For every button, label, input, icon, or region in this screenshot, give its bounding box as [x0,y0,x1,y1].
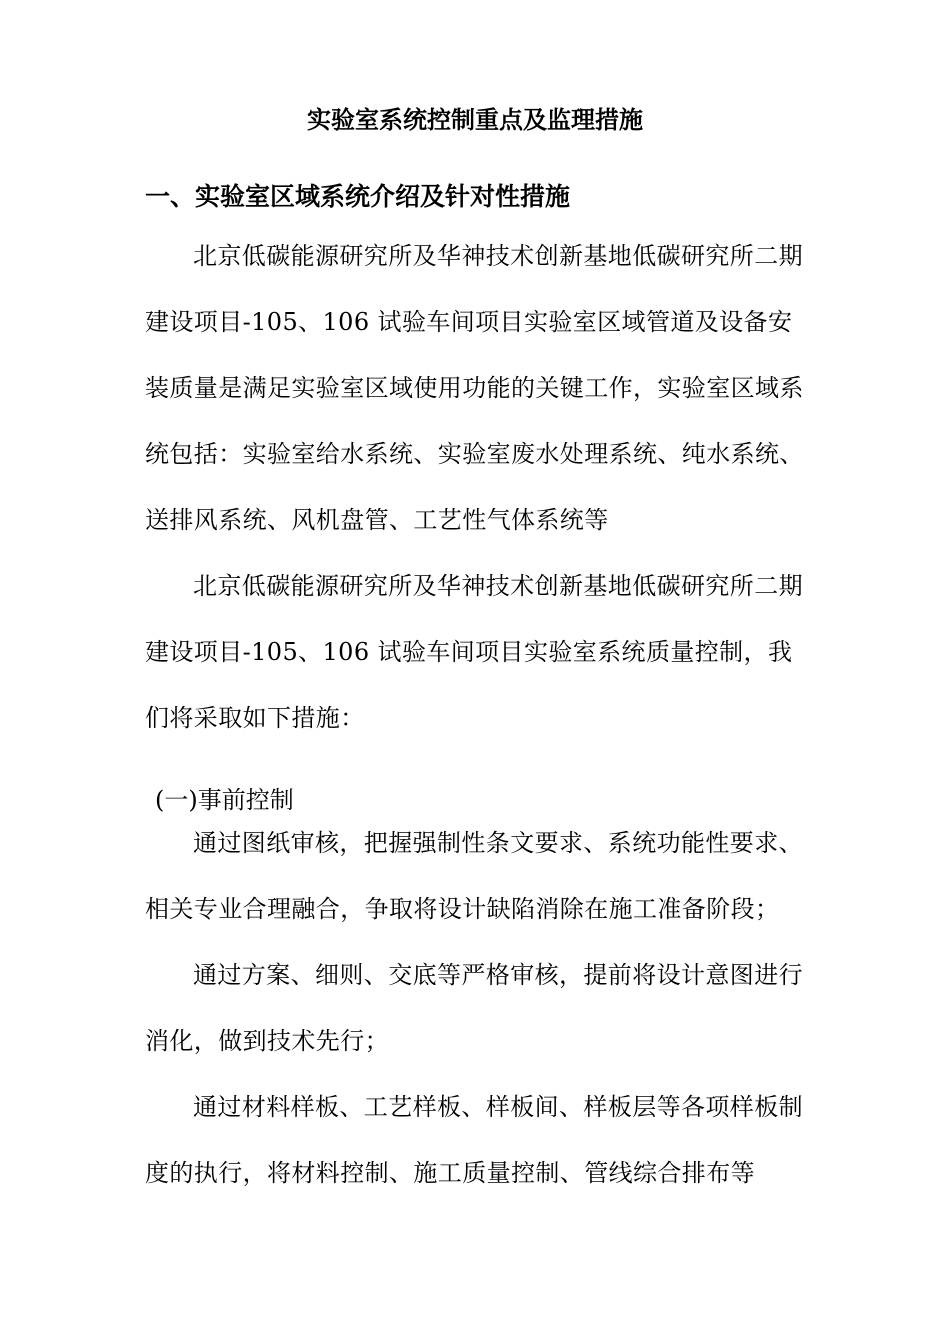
paragraph-drawing-review: 通过图纸审核，把握强制性条文要求、系统功能性要求、相关专业合理融合，争取将设计缺陷消除在施工准备阶段； [145,829,803,923]
paragraph-plan-review: 通过方案、细则、交底等严格审核，提前将设计意图进行消化，做到技术先行； [145,961,803,1055]
section-heading: 一、实验室区域系统介绍及针对性措施 [145,182,571,211]
paragraph-intro-systems: 北京低碳能源研究所及华神技术创新基地低碳研究所二期建设项目-105、106 试验车间项目实验室区域管道及设备安装质量是满足实验室区域使用功能的关键工作，实验室区域系统包括：实验室给水系统、实验室废水处理系统、纯水系统、送排风系统、风机盘管、工艺性气体系统等 [145,242,804,534]
paragraph-quality-control: 北京低碳能源研究所及华神技术创新基地低碳研究所二期建设项目-105、106 试验车间项目实验室系统质量控制，我们将采取如下措施： [145,572,803,732]
paragraph-sample-system: 通过材料样板、工艺样板、样板间、样板层等各项样板制度的执行，将材料控制、施工质量控制、管线综合排布等 [145,1093,803,1187]
document-title: 实验室系统控制重点及监理措施 [307,105,643,134]
subheading-pre-control: (一)事前控制 [155,786,294,814]
